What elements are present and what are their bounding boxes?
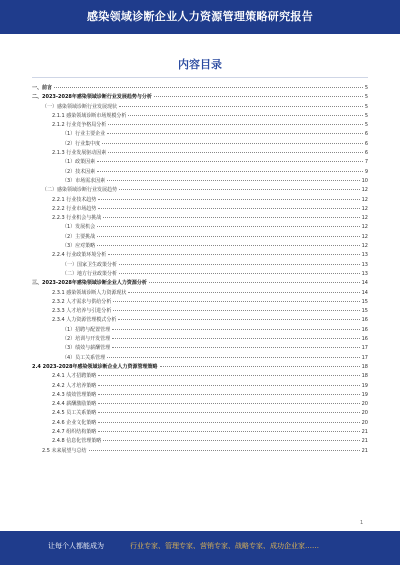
toc-entry-page: 20 [361,401,368,408]
toc-entry[interactable] [32,84,368,93]
toc-entry-page: 10 [361,177,368,184]
toc-entry[interactable] [32,279,368,288]
toc-entry[interactable] [32,251,368,260]
toc-entry-label: 2.3.3 人才培养与引进分析 [52,308,112,315]
toc-leader-dots [119,264,360,265]
toc-entry-page: 20 [361,419,368,426]
toc-entry-page: 6 [364,150,368,157]
toc-leader-dots [97,226,359,227]
toc-leader-dots [118,319,359,320]
toc-entry[interactable] [32,149,368,158]
toc-entry[interactable] [32,409,368,418]
toc-entry-page: 13 [361,270,368,277]
toc-entry-page: 21 [361,438,368,445]
table-of-contents [32,84,368,456]
toc-entry-label: 2.5 未来展望与总结 [42,447,87,454]
toc-entry[interactable] [32,428,368,437]
toc-entry[interactable] [32,205,368,214]
toc-entry-page: 12 [361,224,368,231]
toc-entry[interactable] [32,307,368,316]
footer-slogan: 让每个人都能成为 [48,542,104,550]
toc-entry-label: （2）行业集中度 [62,140,101,147]
toc-entry-label: 2.4.3 绩效管理策略 [52,391,97,398]
toc-entry-label: 2.3.1 感染领域诊断人力资源现状 [52,289,127,296]
toc-entry[interactable] [32,419,368,428]
toc-entry[interactable] [32,326,368,335]
toc-leader-dots [128,292,359,293]
toc-entry-page: 14 [361,280,368,287]
toc-entry-label: （1）行业主要企业 [62,131,106,138]
toc-entry-label: （1）发展机会 [62,224,96,231]
toc-entry[interactable] [32,447,368,456]
toc-entry-page: 6 [364,140,368,147]
toc-entry-page: 13 [361,252,368,259]
toc-entry-label: （2）技术因素 [62,168,96,175]
toc-entry[interactable] [32,93,368,102]
toc-entry-page: 12 [361,215,368,222]
toc-entry[interactable] [32,196,368,205]
toc-leader-dots [119,273,360,274]
toc-entry-label: 2.2.2 行业市场趋势 [52,205,97,212]
toc-entry-page: 15 [361,308,368,315]
toc-leader-dots [108,254,359,255]
toc-entry-page: 16 [361,336,368,343]
toc-entry-page: 21 [361,447,368,454]
toc-entry-page: 5 [364,85,368,91]
toc-leader-dots [98,208,359,209]
toc-leader-dots [119,189,360,190]
toc-entry[interactable] [32,103,368,112]
toc-entry-page: 16 [361,326,368,333]
toc-entry-label: 2.1.3 行业发展驱动因素 [52,150,107,157]
toc-entry[interactable] [32,316,368,325]
toc-leader-dots [112,338,359,339]
toc-entry[interactable] [32,130,368,139]
toc-entry-label: 2.4.8 信息化管理策略 [52,438,102,445]
toc-entry[interactable] [32,270,368,279]
toc-leader-dots [107,357,359,358]
toc-leader-dots [103,217,359,218]
toc-leader-dots [107,180,359,181]
toc-entry-label: 2.4 2023-2028年感染领域诊断企业人力资源管理策略 [32,363,158,370]
toc-entry[interactable] [32,400,368,409]
toc-entry[interactable] [32,140,368,149]
toc-entry[interactable] [32,214,368,223]
toc-entry[interactable] [32,186,368,195]
toc-leader-dots [97,236,359,237]
toc-leader-dots [108,124,363,125]
toc-entry-page: 15 [361,298,368,305]
toc-entry[interactable] [32,158,368,167]
toc-leader-dots [98,199,359,200]
toc-leader-dots [128,115,362,116]
footer-tagline: 行业专家、管理专家、营销专家、战略专家、成功企业家…… [130,542,319,550]
toc-entry-page: 18 [361,363,368,370]
toc-entry-label: 2.4.7 组织结构策略 [52,428,97,435]
toc-entry-label: （2）主要挑战 [62,233,96,240]
toc-leader-dots [149,282,360,283]
toc-entry[interactable] [32,168,368,177]
toc-leader-dots [112,329,359,330]
toc-divider [32,77,368,78]
toc-entry-page: 14 [361,289,368,296]
toc-entry-label: （一）感染领域诊断行业发展现状 [42,103,118,110]
toc-entry-label: 2.2.1 行业技术趋势 [52,196,97,203]
toc-entry[interactable] [32,391,368,400]
toc-leader-dots [108,152,363,153]
toc-leader-dots [160,366,360,367]
toc-leader-dots [98,394,359,395]
toc-entry[interactable] [32,223,368,232]
toc-entry-label: （3）绩效与薪酬管理 [62,345,111,352]
toc-entry-label: 2.4.4 薪酬激励策略 [52,401,97,408]
toc-entry[interactable] [32,289,368,298]
toc-leader-dots [102,143,363,144]
toc-entry-label: 一、前言 [32,85,53,91]
toc-entry-label: （一）国家卫生政策分析 [62,261,118,268]
toc-entry-page: 19 [361,382,368,389]
toc-entry-page: 5 [364,122,368,129]
toc-leader-dots [103,440,359,441]
toc-entry-page: 12 [361,196,368,203]
toc-leader-dots [113,301,359,302]
toc-entry[interactable] [32,372,368,381]
toc-leader-dots [107,133,363,134]
toc-entry-page: 13 [361,261,368,268]
toc-entry-label: 2.1.1 感染领域诊断市场规模分析 [52,112,127,119]
toc-entry[interactable] [32,233,368,242]
toc-entry-label: （二）地方行业政策分析 [62,270,118,277]
toc-entry-label: 2.2.4 行业政策环境分析 [52,252,107,259]
toc-entry-label: 2.4.2 人才培养策略 [52,382,97,389]
toc-leader-dots [119,106,363,107]
toc-entry-page: 20 [361,410,368,417]
report-title: 感染领域诊断企业人力资源管理策略研究报告 [87,10,313,23]
page-number: 1 [360,520,364,526]
toc-entry[interactable] [32,242,368,251]
toc-entry-page: 12 [361,243,368,250]
toc-entry[interactable] [32,363,368,372]
toc-leader-dots [112,347,359,348]
toc-leader-dots [97,171,363,172]
toc-entry-page: 9 [364,168,368,175]
toc-leader-dots [97,245,359,246]
toc-entry[interactable] [32,382,368,391]
toc-entry-label: （2）培训与开发管理 [62,336,111,343]
toc-entry[interactable] [32,112,368,121]
toc-entry-page: 17 [361,354,368,361]
toc-leader-dots [54,87,363,88]
toc-entry-label: （二）感染领域诊断行业发展趋势 [42,187,118,194]
toc-entry-label: 二、2023-2028年感染领域诊断行业发展趋势与分析 [32,94,152,101]
toc-entry-page: 12 [361,187,368,194]
toc-entry-page: 19 [361,391,368,398]
toc-entry-page: 7 [364,159,368,166]
toc-entry-page: 21 [361,428,368,435]
toc-leader-dots [98,375,359,376]
toc-entry-page: 12 [361,233,368,240]
toc-leader-dots [97,161,363,162]
toc-leader-dots [89,450,360,451]
toc-leader-dots [154,96,363,97]
toc-entry-page: 5 [364,103,368,110]
toc-entry[interactable] [32,354,368,363]
toc-entry-page: 18 [361,373,368,380]
toc-title: 内容目录 [178,58,222,71]
toc-entry-label: 2.1.2 行业竞争格局分析 [52,122,107,129]
toc-entry-label: 2.3.4 人力资源管理模式分析 [52,317,117,324]
toc-leader-dots [98,403,359,404]
toc-entry[interactable] [32,335,368,344]
toc-entry[interactable] [32,437,368,446]
toc-entry[interactable] [32,298,368,307]
toc-entry-page: 5 [364,112,368,119]
toc-entry-page: 12 [361,205,368,212]
toc-entry-page: 16 [361,317,368,324]
toc-leader-dots [98,412,359,413]
toc-entry-label: 三、2023-2028年感染领域诊断企业人力资源分析 [32,280,147,287]
toc-entry-page: 17 [361,345,368,352]
toc-leader-dots [98,431,359,432]
toc-entry-page: 5 [364,94,368,101]
toc-entry[interactable] [32,177,368,186]
toc-entry-label: 2.4.5 员工关系策略 [52,410,97,417]
toc-leader-dots [113,310,359,311]
toc-entry-label: （1）政策因素 [62,159,96,166]
toc-entry[interactable] [32,121,368,130]
toc-entry-label: 2.4.6 企业文化策略 [52,419,97,426]
toc-entry[interactable] [32,261,368,270]
toc-entry-label: （3）应对策略 [62,243,96,250]
toc-entry-label: 2.3.2 人才需求与供给分析 [52,298,112,305]
toc-entry-label: 2.4.1 人才招聘策略 [52,373,97,380]
toc-leader-dots [98,385,359,386]
toc-entry-label: （1）招聘与配置管理 [62,326,111,333]
toc-entry-label: （4）员工关系管理 [62,354,106,361]
toc-entry-page: 6 [364,131,368,138]
toc-entry-label: 2.2.3 行业机会与挑战 [52,215,102,222]
toc-leader-dots [98,422,359,423]
toc-entry-label: （3）市场需求因素 [62,177,106,184]
toc-entry[interactable] [32,344,368,353]
